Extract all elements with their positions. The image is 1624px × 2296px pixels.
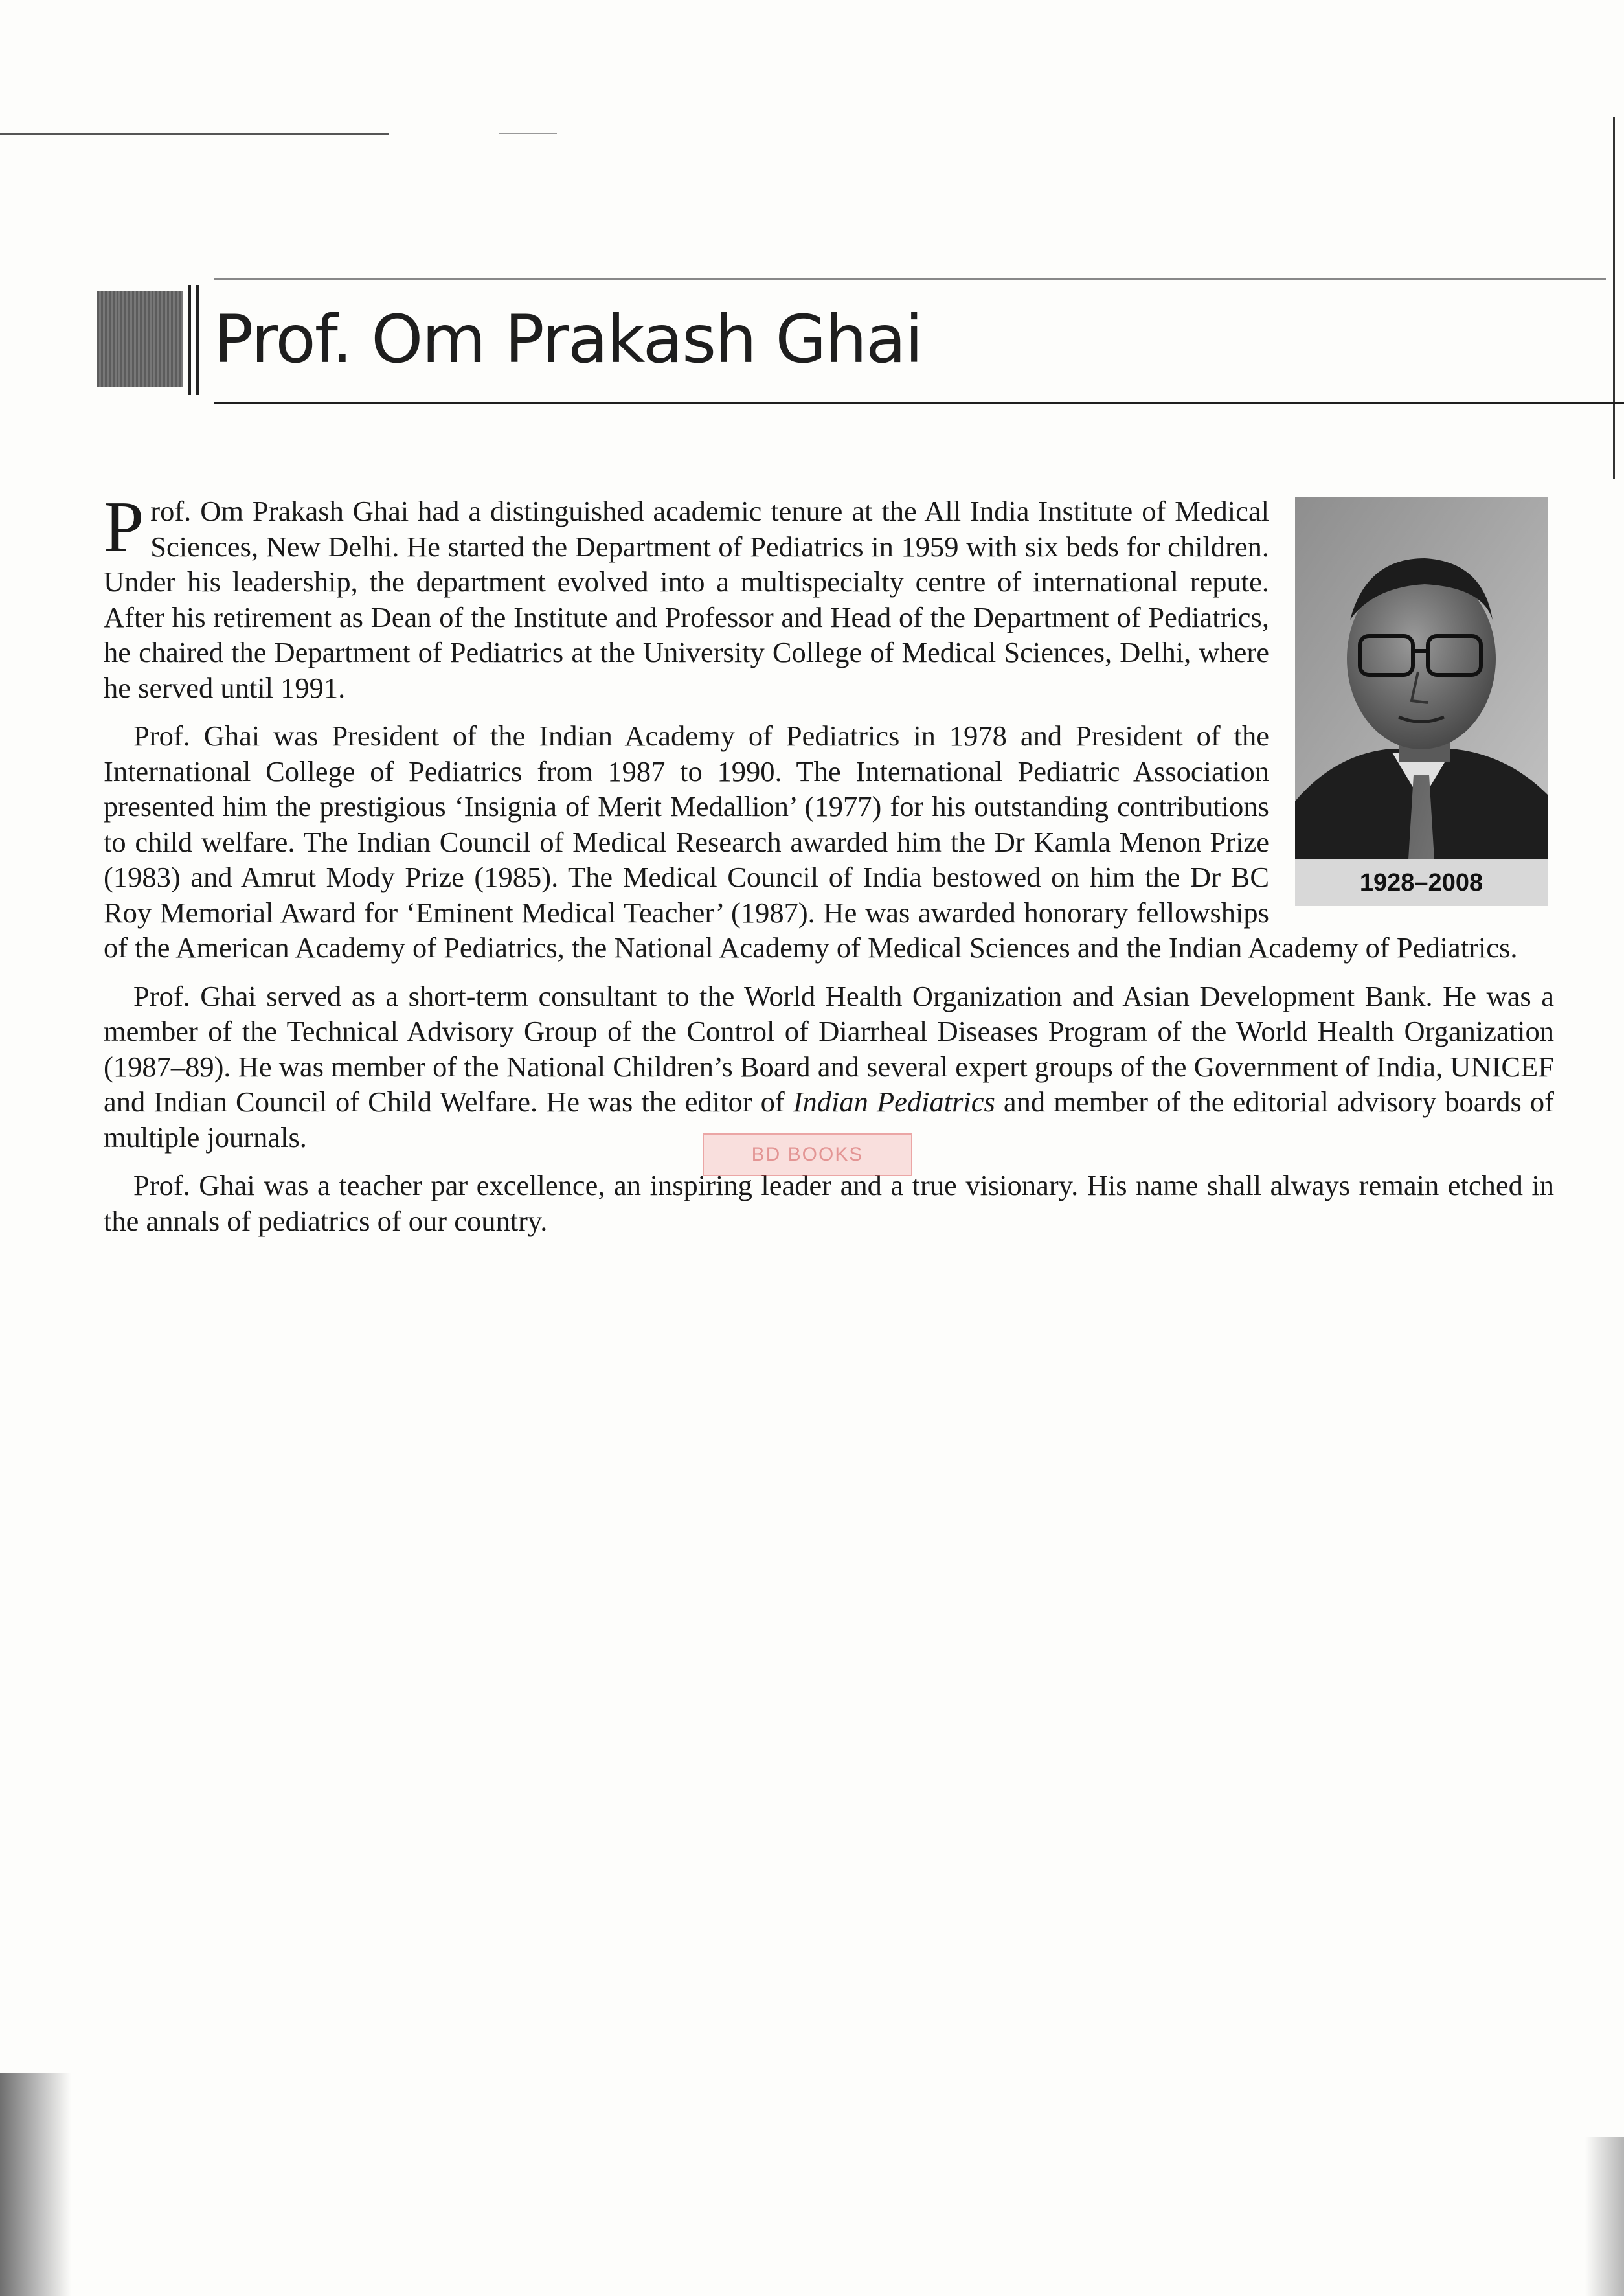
paragraph-3 bbox=[104, 979, 1554, 1155]
title-bar-ornament bbox=[196, 285, 199, 395]
paragraph-4: Prof. Ghai was a teacher par excellence, an inspiring leader and a true visionary. His name shall always remain etched in the annals of pediatrics of our country. bbox=[104, 1169, 1554, 1237]
paragraph-1-text: rof. Om Prakash Ghai had a distinguished academic tenure at the All India Institute of Medical Sciences, New Delhi. He started the Department of Pediatrics in 1959 with six beds for children. Under his leadership, the department evolved into a multispecialty centre of international repute. After his retirement as Dean of the Institute and Professor and Head of the Department of Pediatrics, he chaired the Department of Pediatrics at the University College of Medical Sciences, Delhi, where he served until 1991. bbox=[104, 495, 1269, 704]
top-rule-left bbox=[0, 133, 389, 135]
scan-shadow-left bbox=[0, 2073, 71, 2296]
journal-title: Indian Pediatrics bbox=[793, 1085, 995, 1118]
title-square-ornament bbox=[97, 291, 183, 387]
paragraph-2: Prof. Ghai was President of the Indian Academy of Pediatrics in 1978 and President of the International College of Pediatrics from 1987 to 1990. The International Pediatric Association presented him the prestigious ‘Insignia of Merit Medallion’ (1977) for his outstanding contributions to child welfare. The Indian Council of Medical Research awarded him the Dr Kamla Menon Prize (1983) and Amrut Mody Prize (1985). The Medical Council of India bestowed on him the Dr BC Roy Memorial Award for ‘Eminent Medical Teacher’ (1987). He was awarded honorary fellowships of the American Academy of Pediatrics, the National Academy of Medical Sciences and the Indian Academy of Pediatrics. bbox=[104, 720, 1518, 964]
watermark-stamp: BD BOOKS bbox=[703, 1133, 912, 1176]
scan-shadow-right bbox=[1585, 2137, 1624, 2296]
title-underline bbox=[214, 402, 1624, 404]
page-edge-right bbox=[1613, 117, 1624, 479]
title-bar-ornament bbox=[188, 285, 191, 395]
drop-cap: P bbox=[104, 487, 144, 567]
page-title: Prof. Om Prakash Ghai bbox=[214, 301, 922, 378]
portrait-spacer bbox=[1269, 494, 1554, 900]
title-block bbox=[97, 278, 1599, 408]
paragraph-3-text-a: Prof. Ghai served as a short-term consultant to the World Health Organization and Asian Development Bank. He was a member of the Technical Advisory Group of the Control of Diarrheal Diseases Program of the World Health Organization (1987–89). He was member of the National Children’s Board and several expert groups of the Government of India, UNICEF and Indian Council of Child Welfare. He was the editor of bbox=[104, 979, 1554, 1118]
paragraph-3-text-b: and member of the editorial advisory boards of multiple journals. bbox=[104, 1085, 1554, 1154]
top-rule-short bbox=[499, 133, 557, 134]
title-top-rule bbox=[214, 278, 1606, 280]
portrait-caption: 1928–2008 bbox=[1295, 859, 1548, 906]
